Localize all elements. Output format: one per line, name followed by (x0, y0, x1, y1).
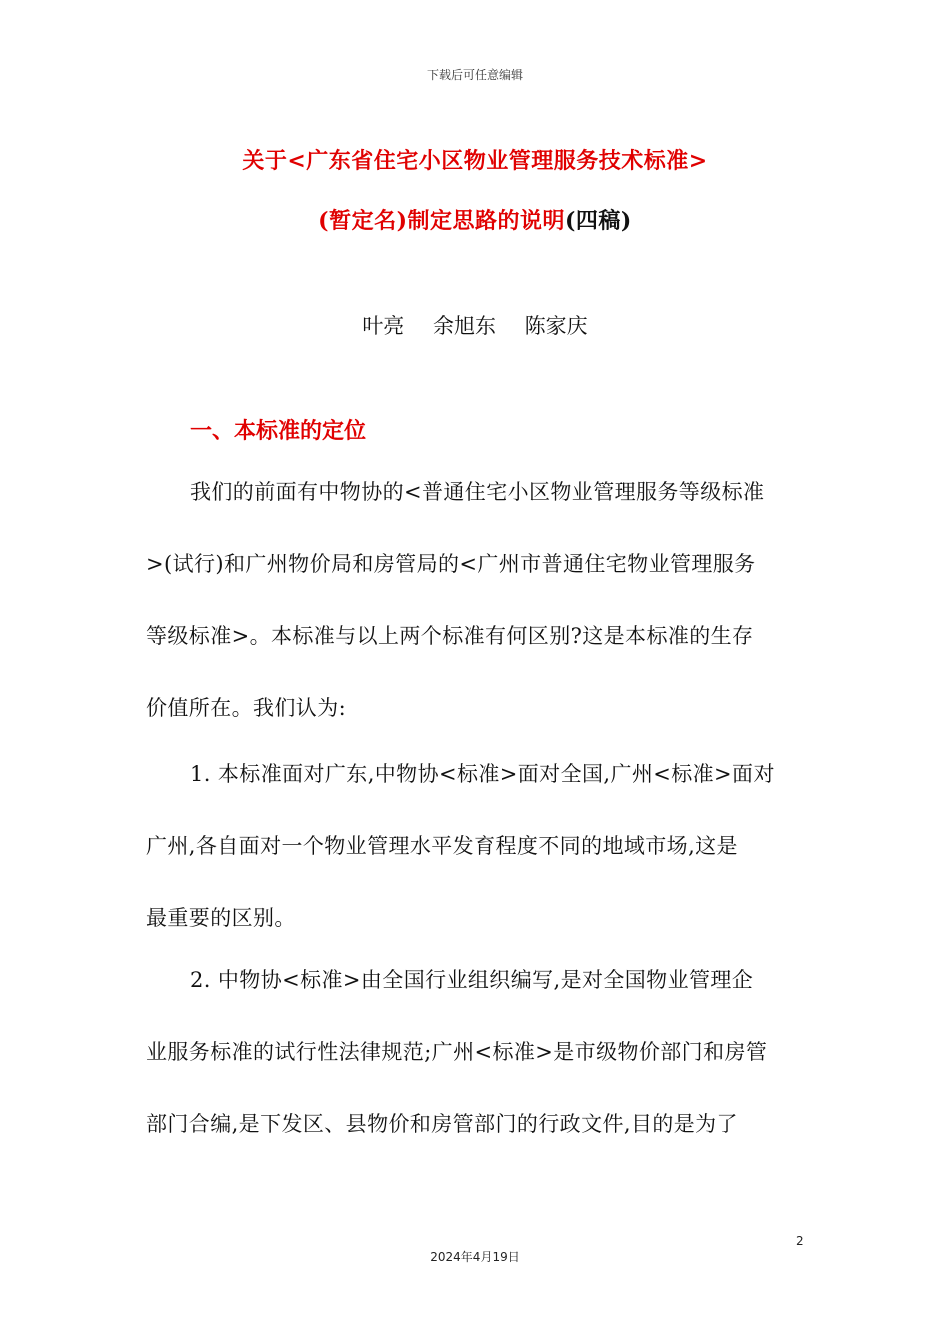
title-line-2-red: (暂定名)制定思路的说明 (318, 208, 565, 234)
authors: 叶亮 余旭东 陈家庆 (362, 314, 588, 338)
body-paragraph-line: 价值所在。我们认为: (146, 696, 347, 720)
body-paragraph-line: 业服务标准的试行性法律规范;广州<标准>是市级物价部门和房管 (146, 1040, 768, 1064)
section-heading: 一、本标准的定位 (190, 418, 367, 444)
body-paragraph-line: 2. 中物协<标准>由全国行业组织编写,是对全国物业管理企 (190, 968, 754, 992)
body-paragraph-line: 等级标准>。本标准与以上两个标准有何区别?这是本标准的生存 (146, 624, 754, 648)
document-title-line-1: 关于<广东省住宅小区物业管理服务技术标准> (242, 148, 708, 174)
header-note: 下载后可任意编辑 (426, 68, 523, 82)
footer-date: 2024年4月19日 (430, 1250, 520, 1264)
body-paragraph-line: 广州,各自面对一个物业管理水平发育程度不同的地域市场,这是 (146, 834, 738, 858)
page-number: 2 (796, 1234, 804, 1248)
body-paragraph-line: 1. 本标准面对广东,中物协<标准>面对全国,广州<标准>面对 (190, 762, 775, 786)
title-line-2-black: (四稿) (565, 208, 632, 234)
body-paragraph-line: 最重要的区别。 (146, 906, 296, 930)
document-title-line-2 (0, 204, 950, 235)
body-paragraph-line: >(试行)和广州物价局和房管局的<广州市普通住宅物业管理服务 (146, 552, 756, 576)
body-paragraph-line: 我们的前面有中物协的<普通住宅小区物业管理服务等级标准 (190, 480, 765, 504)
body-paragraph-line: 部门合编,是下发区、县物价和房管部门的行政文件,目的是为了 (146, 1112, 738, 1136)
